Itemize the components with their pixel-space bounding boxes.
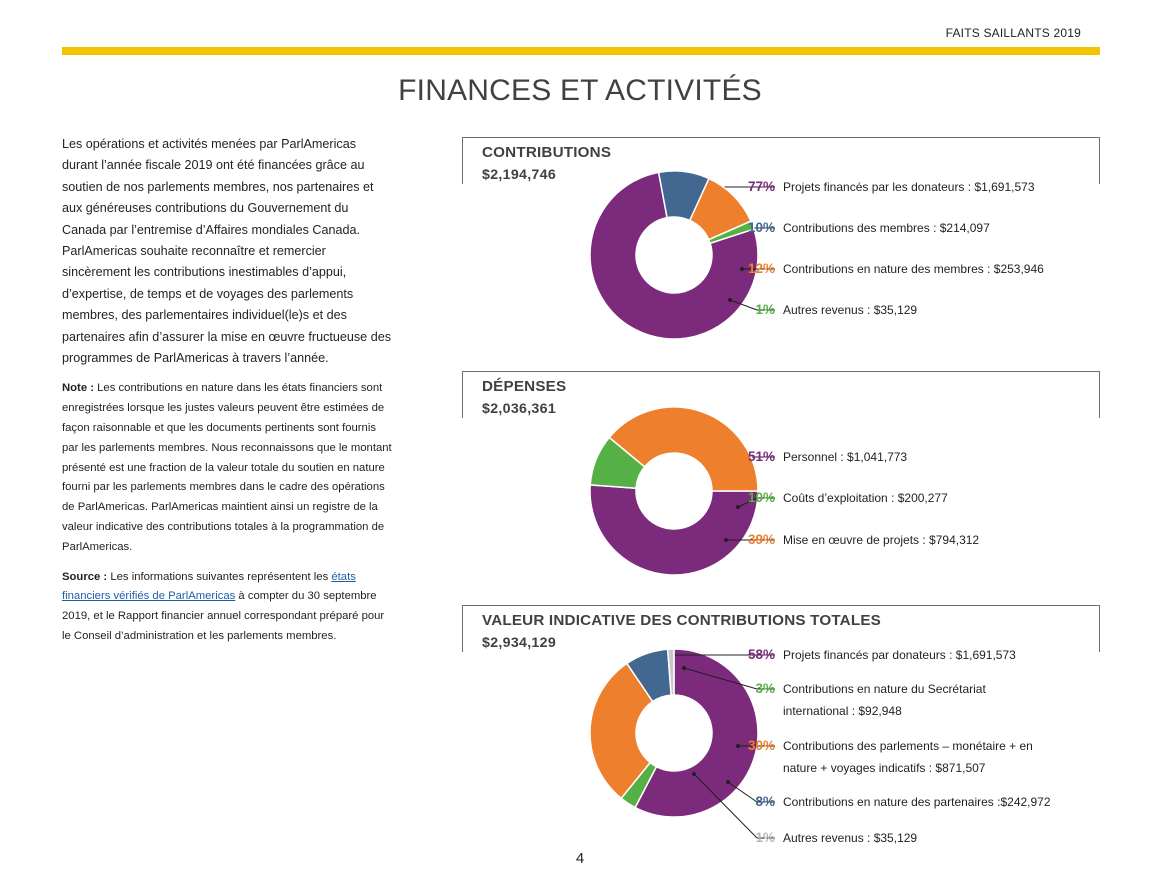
legend-label: Projets financés par donateurs : $1,691,573 [783, 648, 1016, 662]
legend-percent: 30% [747, 738, 775, 753]
source-post: à compter du 30 septembre 2019, et le Rapport financier annuel correspondant préparé pour le Conseil d’administration et les parlements membres. [62, 590, 385, 643]
legend-label: Coûts d’exploitation : $200,277 [783, 491, 948, 505]
financial-statements-link[interactable]: états financiers vérifiés de ParlAmericas [62, 570, 356, 603]
legend-percent: 58% [747, 647, 775, 662]
legend-label: Contributions en nature des partenaires :$242,972 [783, 795, 1051, 809]
legend-label: Contributions en nature des membres : $253,946 [783, 262, 1044, 276]
legend-item [739, 678, 1039, 722]
legend-percent: 39% [747, 532, 775, 547]
indicative-value-total: $2,934,129 [482, 635, 557, 651]
legend-item [739, 791, 1051, 813]
legend-percent: 1% [755, 302, 775, 317]
legend-percent: 1% [755, 830, 775, 845]
intro-paragraph: Les opérations et activités menées par ParlAmericas durant l’année fiscale 2019 ont été financées grâce au soutien de nos parlements membres, nos partenaires et aux généreuses contributions du Gouvernement du Canada par l’entremise d’Affaires mondiales Canada. ParlAmericas souhaite reconnaître et remercier sincèrement les contributions inestimables d’appui, d’expertise, de temps et de voyages des parlements membres, des parlementaires individuel(le)s et des partenaires afin d’assurer la mise en œuvre fructueuse des programmes de ParlAmericas à travers l’année. [62, 137, 391, 366]
header-label: FAITS SAILLANTS 2019 [945, 26, 1081, 40]
contributions-title: CONTRIBUTIONS [482, 144, 612, 161]
legend-item [739, 735, 1039, 779]
legend-label: Contributions des parlements – monétaire + en nature + voyages indicatifs : $871,507 [783, 739, 1033, 775]
legend-label: Autres revenus : $35,129 [783, 831, 918, 845]
legend-label: Contributions en nature du Secrétariat international : $92,948 [783, 682, 986, 718]
legend-percent: 3% [755, 681, 775, 696]
page-title: FINANCES ET ACTIVITÉS [398, 74, 762, 107]
leader-dot [692, 772, 696, 776]
legend-percent: 8% [755, 794, 775, 809]
indicative-value-title: VALEUR INDICATIVE DES CONTRIBUTIONS TOTALES [482, 612, 881, 629]
leader-dot [726, 780, 730, 784]
source-pre: Les informations suivantes représentent les [107, 570, 332, 583]
legend-percent: 12% [747, 261, 775, 276]
note-body: Les contributions en nature dans les états financiers sont enregistrées lorsque les justes valeurs peuvent être estimées de façon raisonnable et que les documents pertinents sont fournis par les parlements membres. Nous reconnaissons que le montant présenté est une fraction de la valeur totale du soutien en nature fourni par les parlements membres dans le cadre des opérations de ParlAmericas. ParlAmericas maintient ainsi un registre de la valeur indicative des contributions totales à la programmation de ParlAmericas. [62, 382, 392, 553]
legend-percent: 77% [747, 179, 775, 194]
legend-label: Contributions des membres : $214,097 [783, 221, 990, 235]
legend-label: Mise en œuvre de projets : $794,312 [783, 533, 980, 547]
legend-label: Projets financés par les donateurs : $1,691,573 [783, 180, 1035, 194]
legend-item [739, 644, 1016, 666]
page-number: 4 [575, 850, 585, 867]
source-label: Source : [62, 570, 108, 583]
leader-dot [682, 666, 686, 670]
legend-percent: 10% [747, 490, 775, 505]
legend-percent: 51% [747, 449, 775, 464]
expenses-total: $2,036,361 [482, 401, 557, 417]
expenses-title: DÉPENSES [482, 378, 567, 395]
legend-label: Personnel : $1,041,773 [783, 450, 908, 464]
contributions-total: $2,194,746 [482, 167, 557, 183]
legend-label: Autres revenus : $35,129 [783, 303, 918, 317]
note-label: Note : [62, 382, 95, 395]
legend-item [739, 827, 917, 849]
legend-percent: 10% [747, 220, 775, 235]
